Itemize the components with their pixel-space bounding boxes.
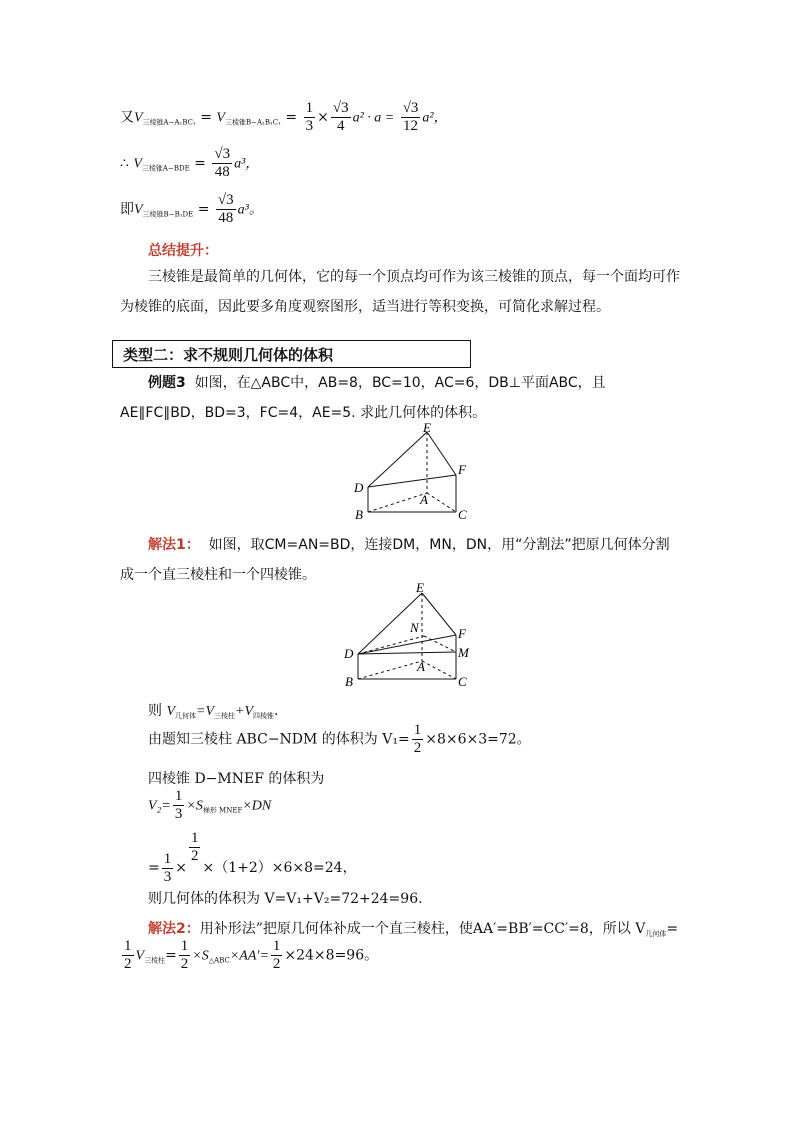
solution-2-label: 解法2： <box>148 921 200 937</box>
label-A: A <box>417 659 425 674</box>
eq-subscript: 三棱锥B−A₁B₁C₁ <box>224 118 281 127</box>
eq-subscript: 三棱锥A−A₁BC₁ <box>142 118 196 127</box>
edge-BA <box>368 493 427 512</box>
label-B: B <box>355 507 363 522</box>
edge-EF <box>427 432 456 475</box>
total-volume-line: 则几何体的体积为 V=V₁+V₂=72+24=96. <box>148 891 423 907</box>
eq-tail: a³。 <box>237 202 263 218</box>
eq-middle: a² · a = <box>352 110 395 126</box>
solution-2-calc: $\frac{1}{2}$ $V_{三棱柱}=$ $\frac{1}{2}$ $\times S_{\triangle ABC}\times AA'=$ $\frac{1}{2}$ ×24×8=96。 <box>124 938 379 972</box>
fraction: $\frac{1}{3}$ <box>163 850 172 885</box>
label-N: N <box>410 620 419 635</box>
solution-2-line: 解法2：用补形法”把原几何体补成一个直三棱柱，使AA′=BB′=CC′=8，所以 $V_{几何体}=$ <box>148 921 679 938</box>
label-F: F <box>458 626 466 641</box>
edge-BA <box>358 661 422 679</box>
fraction: $\frac{√3}{48}$ <box>217 192 234 226</box>
edge-DF <box>368 475 456 487</box>
figure-2 <box>340 578 485 693</box>
label-D: D <box>344 646 354 661</box>
label-E: E <box>416 580 424 595</box>
fraction: $\frac{√3}{48}$ <box>214 146 231 180</box>
example-label: 例题3 <box>148 375 186 391</box>
edge-EF <box>422 593 456 635</box>
edge-AC <box>427 493 456 512</box>
fraction: $\frac{√3}{12}$ <box>402 100 419 134</box>
label-A: A <box>420 492 428 507</box>
eq-tail: a²， <box>422 110 448 126</box>
fraction: $\frac{1}{2}$ <box>124 938 132 972</box>
fraction-half: $\frac{1}{2}$ <box>190 830 199 864</box>
label-C: C <box>458 674 467 689</box>
label-E: E <box>423 420 431 435</box>
label-F: F <box>458 462 466 477</box>
summary-text: 三棱锥是最简单的几何体，它的每一个顶点均可作为该三棱锥的顶点，每一个面均可作为棱锥的底面，因此要多角度观察图形，适当进行等积变换，可简化求解过程。 <box>120 269 680 315</box>
prism-volume-line: 由题知三棱柱 ABC−NDM 的体积为 V₁= $\frac{1}{2}$ ×8×6×3=72。 <box>148 722 531 756</box>
equation-line-2: ∴ $V_{三棱锥A-BDE}$ = $\frac{√3}{48}$ a³， <box>120 146 260 180</box>
edge-DE <box>368 432 427 487</box>
label-D: D <box>354 480 364 495</box>
eq-lead: 又 <box>120 109 134 126</box>
pyramid-volume-calc: = $\frac{1}{3}$ × $\frac{1}{2}$ ×（1+2）×6×8=24， <box>148 830 357 885</box>
volume-split-line: 则 $V_{几何体}=V_{三棱柱}+V_{四棱锥}$. <box>148 703 279 720</box>
section-box <box>112 340 471 368</box>
solution-1-label: 解法1： <box>148 537 200 553</box>
fraction: $\frac{√3}{4}$ <box>332 100 349 134</box>
eq-subscript: 三棱锥B−B₁DE <box>142 210 194 219</box>
eq-subscript: 三棱锥A−BDE <box>141 164 190 173</box>
summary-title: 总结提升： <box>148 243 218 259</box>
example-text: 如图，在△ABC中，AB=8，BC=10，AC=6，DB⊥平面ABC，且AE∥FC∥BD，BD=3，FC=4，AE=5. 求此几何体的体积。 <box>120 375 606 421</box>
equation-line-1: 又$V_{三棱锥A-A_1BC_1} = V_{三棱锥B-A_1B_1C_1}$ = $\frac{1}{3}$ × $\frac{√3}{4}$ a² · a = $\frac{√3}{12}$ a²， <box>120 100 448 134</box>
solution-2-text: 用补形法”把原几何体补成一个直三棱柱，使AA′=BB′=CC′=8，所以 V <box>199 921 646 937</box>
eq-lead: ∴ <box>120 155 129 172</box>
figure-1 <box>340 420 480 525</box>
fraction: $\frac{1}{2}$ <box>272 938 281 972</box>
fraction: $\frac{1}{3}$ <box>305 100 314 134</box>
fraction: $\frac{1}{2}$ <box>180 938 189 972</box>
fraction: $\frac{1}{3}$ <box>174 788 183 822</box>
example-paragraph <box>120 368 680 428</box>
pyramid-volume-heading: 四棱锥 D−MNEF 的体积为 <box>148 771 325 787</box>
fraction: $\frac{1}{2}$ <box>413 722 422 756</box>
label-B: B <box>345 674 353 689</box>
solution-1-text: 如图，取CM=AN=BD，连接DM，MN，DN，用“分割法”把原几何体分割成一个直三棱柱和一个四棱锥。 <box>120 537 670 583</box>
edge-DM <box>358 652 456 654</box>
label-M: M <box>458 645 469 660</box>
eq-lead: 即 <box>120 201 134 218</box>
equation-line-3: 即$V_{三棱锥B-B_1DE}$ = $\frac{√3}{48}$ a³。 <box>120 192 263 226</box>
edge-AC <box>422 661 456 679</box>
label-C: C <box>458 507 467 522</box>
eq-tail: a³， <box>234 156 260 172</box>
section-title: 类型二：求不规则几何体的体积 <box>123 346 334 364</box>
pyramid-volume-formula: V₂= $\frac{1}{3}$ $\times S_{梯形 MNEF}\times DN$ <box>148 788 272 822</box>
